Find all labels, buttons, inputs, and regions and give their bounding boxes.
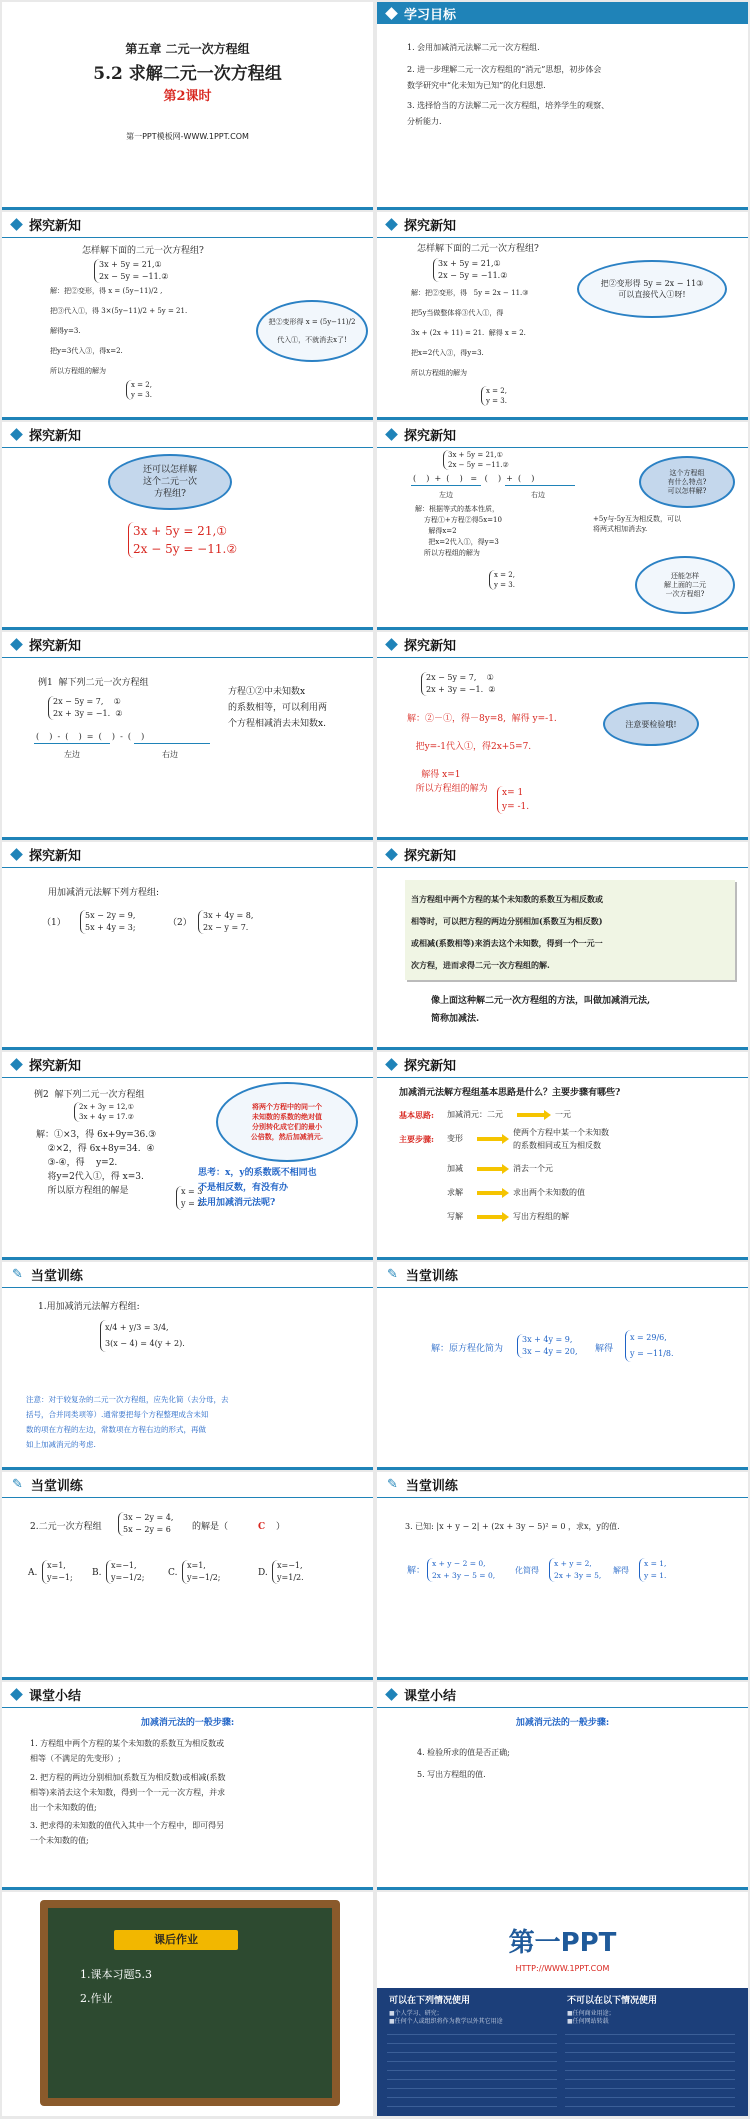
option-a[interactable]: x=1, y=−1; — [42, 1560, 73, 1584]
footer-bar — [377, 207, 748, 210]
arrow-icon — [477, 1167, 503, 1171]
arrow-icon — [517, 1113, 545, 1117]
slide-credits — [377, 1892, 748, 2116]
header — [2, 422, 373, 448]
one-variable: 一元 — [555, 1110, 571, 1119]
cannot-use-title: 不可以在以下情况使用 — [567, 1996, 658, 2006]
header — [377, 842, 748, 868]
footer-bar — [2, 627, 373, 630]
slide-explore-4 — [377, 422, 748, 630]
answer: x= 1 y= -1. — [497, 786, 529, 814]
answer: x = 1, y = 1. — [639, 1558, 666, 1582]
system: 3x + 5y = 21,① 2x − 5y = −11.② — [443, 450, 509, 470]
footer-bar — [2, 1677, 373, 1680]
option-b[interactable]: x=−1, y=−1/2; — [106, 1560, 145, 1584]
homework-1: 1.课本习题5.3 — [80, 1968, 152, 1981]
item-2-number: （2） — [168, 918, 192, 928]
slide-exercise-1-solution — [377, 1262, 748, 1470]
question: 加减消元法解方程组基本思路是什么？主要步骤有哪些? — [399, 1088, 621, 1098]
pencil-icon: ✎ — [387, 1477, 398, 1492]
question: 3. 已知: |x + y − 2| + (2x + 3y − 5)² = 0 ，求x，y的值. — [405, 1522, 620, 1531]
basic-label: 基本思路: — [399, 1110, 434, 1120]
header-title: 探究新知 — [404, 429, 457, 444]
simplified-system: x + y = 2, 2x + 3y = 5, — [549, 1558, 601, 1582]
slide-example-1-solution — [377, 632, 748, 840]
system: 2x − 5y = 7, ① 2x + 3y = −1. ② — [48, 696, 122, 720]
header-title: 探究新知 — [29, 849, 82, 864]
right-underline — [505, 485, 575, 486]
slide-explore-3 — [2, 422, 373, 630]
diamond-icon — [10, 428, 23, 441]
header-title: 探究新知 — [29, 639, 82, 654]
diamond-icon — [10, 848, 23, 861]
lesson-number: 第2课时 — [163, 89, 212, 104]
header-title: 探究新知 — [29, 429, 82, 444]
pencil-icon: ✎ — [12, 1267, 23, 1282]
step-1-key: 变形 — [447, 1134, 463, 1143]
system: 2x + 3y = 12,① 3x + 4y = 17.② — [74, 1102, 134, 1122]
answer: x = 29/6, y = −11/8. — [625, 1330, 674, 1362]
goal-3: 3. 选择恰当的方法解二元一次方程组，培养学生的观察、 分析能力. — [407, 101, 610, 126]
solution: 解：根据等式的基本性质， 方程①+方程②得5x=10 解得x=2 把x=2代入①，得y=3 所以方程组的解为 — [415, 505, 502, 557]
header — [377, 1472, 748, 1498]
system: 3x + 5y = 21,① 2x − 5y = −11.② — [94, 259, 168, 283]
header-title: 当堂训练 — [30, 1269, 83, 1284]
footer-bar — [2, 207, 373, 210]
footer-bar — [377, 417, 748, 420]
question: 用加减消元法解下列方程组: — [48, 888, 160, 898]
diamond-icon — [10, 1058, 23, 1071]
pencil-icon: ✎ — [387, 1267, 398, 1282]
link-list-right — [565, 2030, 735, 2108]
left-label: 左边 — [439, 491, 453, 499]
solution: 解：②－①，得－8y=8, 解得 y=-1. 把y=-1代入①，得2x+5=7. 解得 x=1 所以方程组的解为 — [407, 714, 557, 794]
slide-summary-1 — [2, 1682, 373, 1890]
diamond-icon — [385, 428, 398, 441]
question: 怎样解下面的二元一次方程组? — [417, 244, 539, 254]
rule-text: 当方程组中两个方程的某个未知数的系数互为相反数或 相等时，可以把方程的两边分别相加(系数互为相反数) 或相减(系数相等)来消去这个未知数，得到一个一元一 次方程，进而求得二元一次方程组的解. — [411, 894, 603, 970]
slide-steps — [377, 1052, 748, 1260]
footer-bar — [377, 627, 748, 630]
footer-bar — [377, 1257, 748, 1260]
footer-bar — [2, 1047, 373, 1050]
header — [2, 212, 373, 238]
sum-equation: ( ) + ( ) = ( ) + ( ) — [413, 474, 535, 483]
step-4: 4. 检验所求的值是否正确; — [417, 1748, 510, 1757]
item-1-number: （1） — [42, 918, 66, 928]
header — [377, 1052, 748, 1078]
diamond-icon — [10, 638, 23, 651]
logo: 第一PPT — [508, 1928, 617, 1958]
header — [377, 632, 748, 658]
question-cloud: 还可以怎样解 这个二元一次 方程组? — [108, 454, 232, 510]
solution-label: 解： — [407, 1566, 426, 1576]
step-3-desc: 求出两个未知数的值 — [513, 1188, 585, 1197]
solution-label: 解：原方程化简为 — [431, 1344, 504, 1354]
goal-2: 2. 进一步理解二元一次方程组的“消元”思想，初步体会 数学研究中“化未知为已知”的化归思想. — [407, 65, 602, 90]
slide-example-2 — [2, 1052, 373, 1260]
lesson-title: 5.2 求解二元一次方程组 — [93, 64, 282, 84]
right-underline — [134, 743, 210, 744]
check-cloud: 注意要检验哦! — [603, 702, 699, 746]
header-title: 探究新知 — [404, 849, 457, 864]
header-title: 探究新知 — [404, 639, 457, 654]
header-title: 学习目标 — [404, 7, 457, 23]
header-title: 当堂训练 — [30, 1479, 83, 1494]
step-2-desc: 消去一个元 — [513, 1164, 553, 1173]
header-title: 探究新知 — [404, 219, 457, 234]
footer-bar — [377, 1677, 748, 1680]
slide-exercise-3 — [377, 1472, 748, 1680]
answer-letter: C — [258, 1522, 266, 1532]
header — [2, 632, 373, 658]
chapter-title: 第五章 二元一次方程组 — [125, 42, 250, 56]
elimination: 加减消元：二元 — [447, 1110, 503, 1119]
answer: x = 2, y = 3. — [489, 570, 515, 590]
summary-title: 加减消元法的一般步骤: — [515, 1718, 610, 1728]
simplified-system: 3x + 4y = 9, 3x − 4y = 20, — [517, 1334, 578, 1358]
slide-summary-2 — [377, 1682, 748, 1890]
slide-explore-1 — [2, 212, 373, 420]
system: 2x − 5y = 7, ① 2x + 3y = −1. ② — [421, 672, 495, 696]
hint-cloud: 把②变形得 5y = 2x − 11③ 可以直接代入①呀! — [577, 260, 727, 318]
question-tail: 的解是（ — [192, 1522, 229, 1532]
question-close: ） — [276, 1522, 286, 1532]
header-title: 探究新知 — [404, 1059, 457, 1074]
can-use-title: 可以在下列情况使用 — [389, 1996, 471, 2006]
footer-bar — [377, 1047, 748, 1050]
footer-bar — [2, 837, 373, 840]
solution: 解：①×3，得 6x+9y=36.③ ②×2，得 6x+8y=34. ④ ③-④，得 y=2. 将y=2代入①，得 x=3. 所以原方程组的解是 — [36, 1130, 157, 1196]
footer-bar — [377, 1467, 748, 1470]
header — [2, 1262, 373, 1288]
right-label: 右边 — [162, 750, 178, 759]
header-title: 当堂训练 — [405, 1269, 458, 1284]
header — [377, 1682, 748, 1708]
header — [377, 1262, 748, 1288]
logo-url: HTTP://WWW.1PPT.COM — [515, 1964, 610, 1973]
answer: x = 2, y = 3. — [481, 386, 507, 406]
header — [2, 1472, 373, 1498]
option-c[interactable]: x=1, y=−1/2; — [182, 1560, 221, 1584]
step-3: 3. 把求得的未知数的值代入其中一个方程中，即可得另 一个未知数的值; — [30, 1821, 225, 1845]
header — [2, 842, 373, 868]
diamond-icon — [385, 848, 398, 861]
footer-bar — [377, 1887, 748, 1890]
footer-bar — [2, 1467, 373, 1470]
diamond-icon — [385, 638, 398, 651]
summary-title: 加减消元法的一般步骤: — [140, 1718, 235, 1728]
system: 3x − 2y = 4, 5x − 2y = 6 — [118, 1512, 173, 1536]
note: 注意：对于较复杂的二元一次方程组，应先化简（去分母，去 括号，合并同类项等）.通常要把每个方程整理成含未知 数的项在方程的左边，常数项在方程右边的形式，再做 如上加减消元的考虑. — [26, 1395, 229, 1449]
step-4-desc: 写出方程组的解 — [513, 1212, 569, 1221]
question: 1.用加减消元法解方程组: — [38, 1302, 140, 1312]
system: 3x + 5y = 21,① 2x − 5y = −11.② — [128, 522, 237, 558]
header-title: 课堂小结 — [29, 1689, 82, 1704]
diamond-icon — [10, 1688, 23, 1701]
header-title: 探究新知 — [29, 1059, 82, 1074]
right-label: 右边 — [531, 491, 545, 499]
answer: x = 3 y = 2. — [176, 1186, 205, 1210]
slide-example-1 — [2, 632, 373, 840]
header-title: 探究新知 — [29, 219, 82, 234]
header — [2, 1052, 373, 1078]
site-credit: 第一PPT模板网-WWW.1PPT.COM — [126, 132, 249, 141]
example-title: 例1 解下列二元一次方程组 — [38, 678, 149, 688]
header-title: 课堂小结 — [404, 1689, 457, 1704]
slide-title — [2, 2, 373, 210]
pencil-icon: ✎ — [12, 1477, 23, 1492]
hint-cloud: 将两个方程中的同一个 未知数的系数的绝对值 分别转化成它们的最小 公倍数，然后加减消元. — [216, 1082, 358, 1162]
steps-label: 主要步骤: — [399, 1134, 434, 1144]
step-1-desc: 使两个方程中某一个未知数 的系数相同或互为相反数 — [513, 1128, 609, 1150]
solution: 解：把②变形，得 5y = 2x − 11.③ 把5y当做整体将③代入①，得 3x + (2x + 11) = 21. 解得 x = 2. 把x=2代入③，得y=3. 所以方程组的解为 — [411, 289, 529, 377]
header-title: 当堂训练 — [405, 1479, 458, 1494]
step-2-key: 加减 — [447, 1164, 463, 1173]
option-d-label[interactable]: D. — [258, 1568, 268, 1578]
diamond-icon — [385, 7, 398, 20]
system-1: 5x − 2y = 9, 5x + 4y = 3; — [80, 910, 136, 934]
question-cloud: 这个方程组 有什么特点? 可以怎样解? — [639, 456, 735, 508]
step-2: 2. 把方程的两边分别相加(系数互为相反数)或相减(系数 相等)来消去这个未知数，得到一个一元一次方程，并求 出一个未知数的值; — [30, 1773, 226, 1812]
solution: 解：把②变形，得 x = (5y−11)/2 , 把③代入①，得 3×(5y−11)/2 + 5y = 21. 解得y=3. 把y=3代入③，得x=2. 所以方程组的解为 — [50, 287, 188, 375]
footer-bar — [377, 837, 748, 840]
simplify-label: 化简得 — [515, 1566, 539, 1575]
slide-homework — [2, 1892, 373, 2116]
homework-2: 2.作业 — [80, 1992, 113, 2005]
answer: x = 2, y = 3. — [126, 380, 152, 400]
step-1: 1. 方程组中两个方程的某个未知数的系数互为相反数或 相等（不满足的先变形）; — [30, 1739, 225, 1763]
example-title: 例2 解下列二元一次方程组 — [34, 1090, 145, 1100]
footer-bar — [2, 1887, 373, 1890]
solve-label: 解得 — [595, 1344, 614, 1354]
slide-goals — [377, 2, 748, 210]
think-note: 思考：x，y的系数既不相同也 不是相反数，有没有办 法用加减消元法呢? — [198, 1168, 317, 1208]
diamond-icon — [385, 1688, 398, 1701]
header — [377, 2, 748, 24]
goal-1: 1. 会用加减消元法解二元一次方程组. — [407, 43, 540, 52]
link-list-left — [387, 2030, 557, 2108]
cannot-use-text: ■任何商业用途； ■任何网站转载 — [567, 2010, 615, 2025]
solve-label: 解得 — [613, 1566, 629, 1575]
side-note: 方程①②中未知数x 的系数相等，可以利用两 个方程相减消去未知数x. — [228, 687, 328, 729]
diamond-icon — [385, 1058, 398, 1071]
header — [2, 1682, 373, 1708]
slide-explore-2 — [377, 212, 748, 420]
definition: 像上面这种解二元一次方程组的方法，叫做加减消元法, 简称加减法. — [431, 996, 651, 1024]
footer-bar — [2, 1257, 373, 1260]
option-d[interactable]: x=−1, y=1/2. — [272, 1560, 304, 1584]
diff-equation: ( ) - ( ) = ( ) - ( ) — [36, 732, 145, 741]
footer-bar — [2, 417, 373, 420]
option-c-label[interactable]: C. — [168, 1568, 178, 1578]
question: 怎样解下面的二元一次方程组? — [82, 246, 204, 256]
slide-practice-1 — [2, 842, 373, 1050]
arrow-icon — [477, 1137, 503, 1141]
arrow-icon — [477, 1191, 503, 1195]
left-underline — [34, 743, 110, 744]
slide-definition — [377, 842, 748, 1050]
system: x + y − 2 = 0, 2x + 3y − 5 = 0, — [427, 1558, 495, 1582]
arrow-icon — [477, 1215, 503, 1219]
header — [377, 422, 748, 448]
step-4-key: 写解 — [447, 1212, 463, 1221]
can-use-text: ■个人学习、研究； ■任何个人或组织将作为教学以外其它用途 — [389, 2010, 503, 2025]
diamond-icon — [385, 218, 398, 231]
header — [377, 212, 748, 238]
system: 3x + 5y = 21,① 2x − 5y = −11.② — [433, 258, 507, 282]
system-2: 3x + 4y = 8, 2x − y = 7. — [198, 910, 253, 934]
hint-cloud: 把②变形得 x = (5y−11)/2 代入①，不就消去x了! — [256, 300, 368, 362]
diamond-icon — [10, 218, 23, 231]
slide-exercise-1 — [2, 1262, 373, 1470]
side-note: +5y与-5y互为相反数，可以 将两式相加消去y. — [593, 515, 682, 533]
option-b-label[interactable]: B. — [92, 1568, 102, 1578]
slide-exercise-2 — [2, 1472, 373, 1680]
left-underline — [411, 485, 481, 486]
left-label: 左边 — [64, 750, 80, 759]
system: x/4 + y/3 = 3/4, 3(x − 4) = 4(y + 2). — [100, 1320, 185, 1352]
option-a-label[interactable]: A. — [28, 1568, 38, 1578]
homework-title: 课后作业 — [114, 1930, 238, 1950]
question: 2.二元一次方程组 — [30, 1522, 102, 1532]
hint-cloud: 还能怎样 解上面的二元 一次方程组? — [635, 556, 735, 614]
step-3-key: 求解 — [447, 1188, 463, 1197]
step-5: 5. 写出方程组的值. — [417, 1770, 486, 1779]
